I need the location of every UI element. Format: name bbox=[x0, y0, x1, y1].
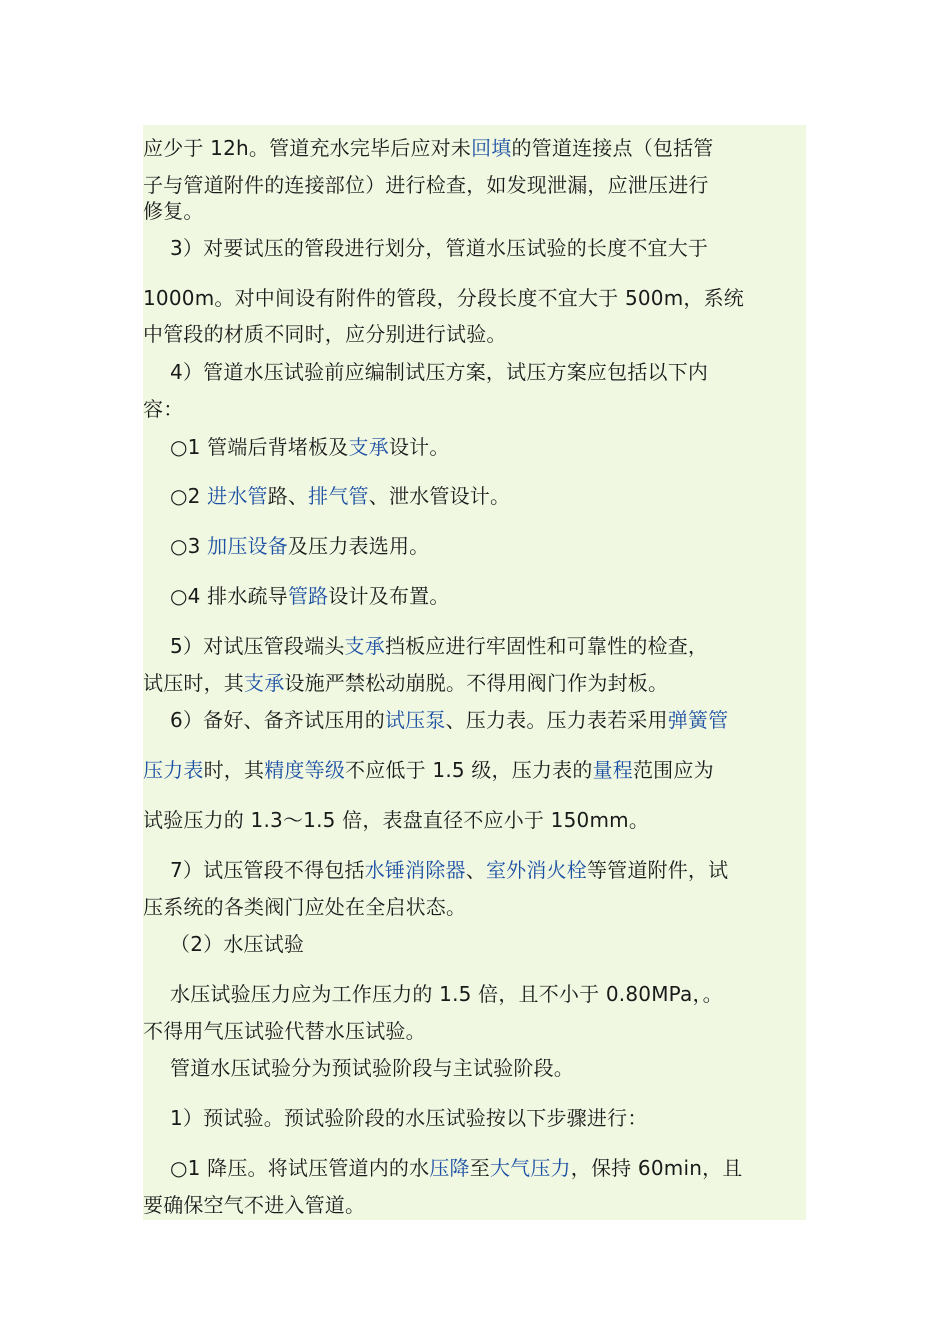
text-segment: 子与管道附件的连接部位）进行检查，如发现泄漏，应泄压进行 bbox=[143, 173, 709, 197]
term-link[interactable]: 压力表 bbox=[143, 758, 204, 782]
term-link[interactable]: 室外消火栓 bbox=[485, 858, 587, 882]
text-segment: ○1 管端后背堵板及 bbox=[170, 435, 349, 459]
term-link[interactable]: 试压泵 bbox=[384, 708, 446, 732]
text-line bbox=[143, 196, 806, 226]
term-link[interactable]: 进水管 bbox=[207, 484, 268, 508]
text-line bbox=[143, 1016, 806, 1046]
text-segment: 容： bbox=[143, 397, 184, 421]
text-segment: 1000m。对中间设有附件的管段，分段长度不宜大于 500m，系统 bbox=[143, 286, 744, 310]
text-line bbox=[143, 668, 806, 698]
text-segment: 、压力表。压力表若采用 bbox=[445, 708, 668, 732]
text-segment: 时，其 bbox=[203, 758, 265, 782]
text-segment: ○1 降压。将试压管道内的水 bbox=[170, 1156, 430, 1180]
text-segment: 4）管道水压试验前应编制试压方案，试压方案应包括以下内 bbox=[170, 360, 709, 384]
text-segment: 水压试验压力应为工作压力的 1.5 倍，且不小于 0.80MPa，。 bbox=[170, 982, 723, 1006]
text-line bbox=[143, 892, 806, 922]
text-segment: 中管段的材质不同时，应分别进行试验。 bbox=[143, 322, 507, 346]
text-segment: （2）水压试验 bbox=[170, 932, 305, 956]
text-line bbox=[143, 357, 833, 387]
text-segment: 6）备好、备齐试压用的 bbox=[170, 708, 385, 732]
text-line bbox=[143, 481, 833, 511]
term-link[interactable]: 压降 bbox=[429, 1156, 470, 1180]
text-line bbox=[143, 1053, 833, 1083]
term-link[interactable]: 支承 bbox=[348, 435, 389, 459]
text-segment: 等管道附件，试 bbox=[586, 858, 729, 882]
text-segment: 路、 bbox=[267, 484, 309, 508]
text-segment: 修复。 bbox=[143, 199, 204, 223]
text-segment: 的管道连接点（包括管 bbox=[511, 136, 714, 160]
text-line bbox=[143, 319, 806, 349]
text-line bbox=[143, 755, 806, 785]
text-segment: 3）对要试压的管段进行划分，管道水压试验的长度不宜大于 bbox=[170, 236, 709, 260]
term-link[interactable]: 加压设备 bbox=[207, 534, 288, 558]
text-line bbox=[143, 805, 806, 835]
term-link[interactable]: 水锤消除器 bbox=[364, 858, 466, 882]
text-segment: 、泄水管设计。 bbox=[368, 484, 511, 508]
text-segment: 试压时，其 bbox=[143, 671, 244, 695]
text-line bbox=[143, 432, 833, 462]
term-link[interactable]: 精度等级 bbox=[264, 758, 346, 782]
text-line bbox=[143, 631, 833, 661]
text-segment: 范围应为 bbox=[632, 758, 714, 782]
text-segment: 挡板应进行牢固性和可靠性的检查， bbox=[384, 634, 709, 658]
text-segment: 至 bbox=[469, 1156, 490, 1180]
term-link[interactable]: 管路 bbox=[287, 584, 329, 608]
text-segment: 设计及布置。 bbox=[328, 584, 450, 608]
text-segment: ，保持 60min，且 bbox=[570, 1156, 743, 1180]
term-link[interactable]: 量程 bbox=[592, 758, 633, 782]
text-segment: 压系统的各类阀门应处在全启状态。 bbox=[143, 895, 467, 919]
text-segment: 要确保空气不进入管道。 bbox=[143, 1193, 366, 1217]
text-segment: 、 bbox=[465, 858, 486, 882]
text-line bbox=[143, 283, 806, 313]
text-segment: 试验压力的 1.3～1.5 倍，表盘直径不应小于 150mm。 bbox=[143, 808, 650, 832]
text-segment: 设计。 bbox=[388, 435, 450, 459]
text-segment: 设施严禁松动崩脱。不得用阀门作为封板。 bbox=[284, 671, 669, 695]
text-line bbox=[143, 705, 833, 735]
text-segment: ○4 排水疏导 bbox=[170, 584, 288, 608]
text-line bbox=[143, 979, 833, 1009]
text-line bbox=[143, 1103, 833, 1133]
text-segment: 5）对试压管段端头 bbox=[170, 634, 345, 658]
text-line bbox=[143, 1190, 806, 1220]
text-segment: 不得用气压试验代替水压试验。 bbox=[143, 1019, 426, 1043]
term-link[interactable]: 大气压力 bbox=[489, 1156, 571, 1180]
text-line bbox=[143, 531, 833, 561]
text-line bbox=[143, 133, 806, 163]
text-line bbox=[143, 233, 833, 263]
text-segment: 应少于 12h。管道充水完毕后应对未 bbox=[143, 136, 472, 160]
term-link[interactable]: 回填 bbox=[471, 136, 512, 160]
text-segment: ○2 bbox=[170, 484, 208, 508]
text-segment: 1）预试验。预试验阶段的水压试验按以下步骤进行： bbox=[170, 1106, 648, 1130]
term-link[interactable]: 支承 bbox=[244, 671, 285, 695]
text-segment: 不应低于 1.5 级，压力表的 bbox=[345, 758, 593, 782]
text-line bbox=[143, 929, 833, 959]
text-segment: 7）试压管段不得包括 bbox=[170, 858, 365, 882]
text-line bbox=[143, 855, 833, 885]
text-line bbox=[143, 581, 833, 611]
term-link[interactable]: 弹簧管 bbox=[667, 708, 729, 732]
text-line bbox=[143, 1153, 833, 1183]
text-segment: 管道水压试验分为预试验阶段与主试验阶段。 bbox=[170, 1056, 574, 1080]
text-line bbox=[143, 394, 806, 424]
term-link[interactable]: 排气管 bbox=[308, 484, 369, 508]
text-segment: 及压力表选用。 bbox=[287, 534, 430, 558]
highlighted-text-block bbox=[143, 125, 806, 1220]
term-link[interactable]: 支承 bbox=[344, 634, 385, 658]
text-segment: ○3 bbox=[170, 534, 208, 558]
